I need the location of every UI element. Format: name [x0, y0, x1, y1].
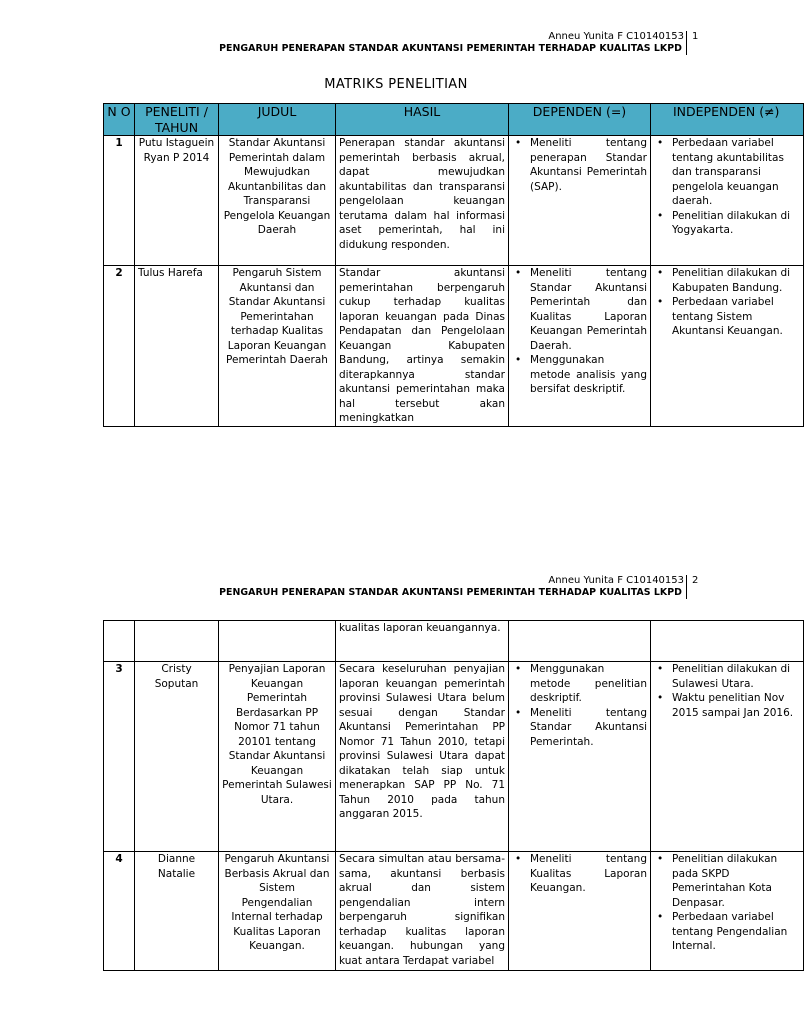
empty-cell [219, 621, 336, 662]
table-row-continuation [104, 621, 804, 662]
dependen-item: • Meneliti tentang penerapan Standar Akuntansi Pemerintah (SAP). [530, 136, 647, 194]
row-independen [651, 136, 804, 266]
row-judul: Standar Akuntansi Pemerintah dalam Mewujudkan Akuntanbilitas dan Transparansi Pengelola Keuangan Daerah [219, 136, 336, 266]
header-peneliti: PENELITI / TAHUN [135, 104, 219, 136]
independen-item: • Penelitian dilakukan pada SKPD Pemerintahan Kota Denpasar. [672, 852, 800, 910]
table-row [104, 852, 804, 971]
independen-item: • Waktu penelitian Nov 2015 sampai Jan 2016. [672, 691, 800, 720]
page-1-header-divider [686, 31, 687, 55]
row-dependen [509, 266, 651, 427]
row-dependen [509, 662, 651, 852]
independen-item: • Perbedaan variabel tentang akuntabilitas dan transparansi pengelola keuangan daerah. [672, 136, 800, 209]
row-peneliti: Tulus Harefa [135, 266, 219, 427]
document-title: MATRIKS PENELITIAN [324, 77, 468, 92]
row-judul: Pengaruh Akuntansi Berbasis Akrual dan Sistem Pengendalian Internal terhadap Kualitas Laporan Keuangan. [219, 852, 336, 971]
row-independen [651, 662, 804, 852]
row-independen [651, 852, 804, 971]
row-dependen [509, 136, 651, 266]
page-1-header-title: PENGARUH PENERAPAN STANDAR AKUNTANSI PEMERINTAH TERHADAP KUALITAS LKPD [219, 43, 682, 54]
dependen-item: • Menggunakan metode penelitian deskriptif. [530, 662, 647, 706]
header-judul: JUDUL [219, 104, 336, 136]
header-independen: INDEPENDEN (≠) [651, 104, 804, 136]
row-hasil-continued: kualitas laporan keuangannya. [336, 621, 509, 662]
row-number: 2 [104, 266, 135, 427]
row-hasil: Secara simultan atau bersama-sama, akuntansi berbasis akrual dan sistem pengendalian intern berpengaruh signifikan terhadap kualitas laporan keuangan. hubungan yang kuat antara Terdapat variabel [336, 852, 509, 971]
research-matrix-table-page-2 [103, 620, 804, 971]
row-judul: Penyajian Laporan Keuangan Pemerintah Berdasarkan PP Nomor 71 tahun 20101 tentang Standar Akuntansi Keuangan Pemerintah Sulawesi Utara. [219, 662, 336, 852]
row-number: 1 [104, 136, 135, 266]
table-row [104, 662, 804, 852]
row-peneliti: Cristy Soputan [135, 662, 219, 852]
header-dependen: DEPENDEN (=) [509, 104, 651, 136]
header-hasil: HASIL [336, 104, 509, 136]
row-peneliti: Putu Istaguein Ryan P 2014 [135, 136, 219, 266]
table-header-row [104, 104, 804, 136]
empty-cell [104, 621, 135, 662]
independen-item: • Perbedaan variabel tentang Pengendalian Internal. [672, 910, 800, 954]
table-row [104, 136, 804, 266]
row-judul: Pengaruh Sistem Akuntansi dan Standar Akuntansi Pemerintahan terhadap Kualitas Laporan Keuangan Pemerintah Daerah [219, 266, 336, 427]
page-2-header-author: Anneu Yunita F C10140153 [548, 575, 684, 586]
row-number: 3 [104, 662, 135, 852]
row-independen [651, 266, 804, 427]
independen-item: • Penelitian dilakukan di Yogyakarta. [672, 209, 800, 238]
empty-cell [509, 621, 651, 662]
dependen-item: • Meneliti tentang Standar Akuntansi Pemerintah. [530, 706, 647, 750]
page-1-number: 1 [692, 31, 699, 42]
page-1-header-author: Anneu Yunita F C10140153 [548, 31, 684, 42]
dependen-item: • Meneliti tentang Kualitas Laporan Keuangan. [530, 852, 647, 896]
page-2-header-divider [686, 575, 687, 599]
empty-cell [651, 621, 804, 662]
row-hasil: Secara keseluruhan penyajian laporan keuangan pemerintah provinsi Sulawesi Utara belum sesuai dengan Standar Akuntansi Pemerintahan PP Nomor 71 Tahun 2010, tetapi provinsi Sulawesi Utara dapat dikatakan telah siap untuk menerapkan SAP PP No. 71 Tahun 2010 pada tahun anggaran 2015. [336, 662, 509, 852]
page-2-number: 2 [692, 575, 699, 586]
independen-item: • Perbedaan variabel tentang Sistem Akuntansi Keuangan. [672, 295, 800, 339]
row-dependen [509, 852, 651, 971]
independen-item: • Penelitian dilakukan di Sulawesi Utara. [672, 662, 800, 691]
row-number: 4 [104, 852, 135, 971]
page-2-header-title: PENGARUH PENERAPAN STANDAR AKUNTANSI PEMERINTAH TERHADAP KUALITAS LKPD [219, 587, 682, 598]
header-no: N O [104, 104, 135, 136]
row-peneliti: Dianne Natalie [135, 852, 219, 971]
independen-item: • Penelitian dilakukan di Kabupaten Bandung. [672, 266, 800, 295]
dependen-item: • Meneliti tentang Standar Akuntansi Pemerintah dan Kualitas Laporan Keuangan Pemerintah Daerah. [530, 266, 647, 353]
table-row [104, 266, 804, 427]
row-hasil: Standar akuntansi pemerintahan berpengaruh cukup terhadap kualitas laporan keuangan pada Dinas Pendapatan dan Pengelolaan Keuangan Kabupaten Bandung, artinya semakin diterapkannya standar akuntansi pemerintahan maka hal tersebut akan meningkatkan [336, 266, 509, 427]
research-matrix-table-page-1 [103, 103, 804, 427]
dependen-item: • Menggunakan metode analisis yang bersifat deskriptif. [530, 353, 647, 397]
empty-cell [135, 621, 219, 662]
row-hasil: Penerapan standar akuntansi pemerintah berbasis akrual, dapat mewujudkan akuntabilitas dan transparansi pengelolaan keuangan terutama dalam hal informasi aset pemerintah, hal ini didukung responden. [336, 136, 509, 266]
